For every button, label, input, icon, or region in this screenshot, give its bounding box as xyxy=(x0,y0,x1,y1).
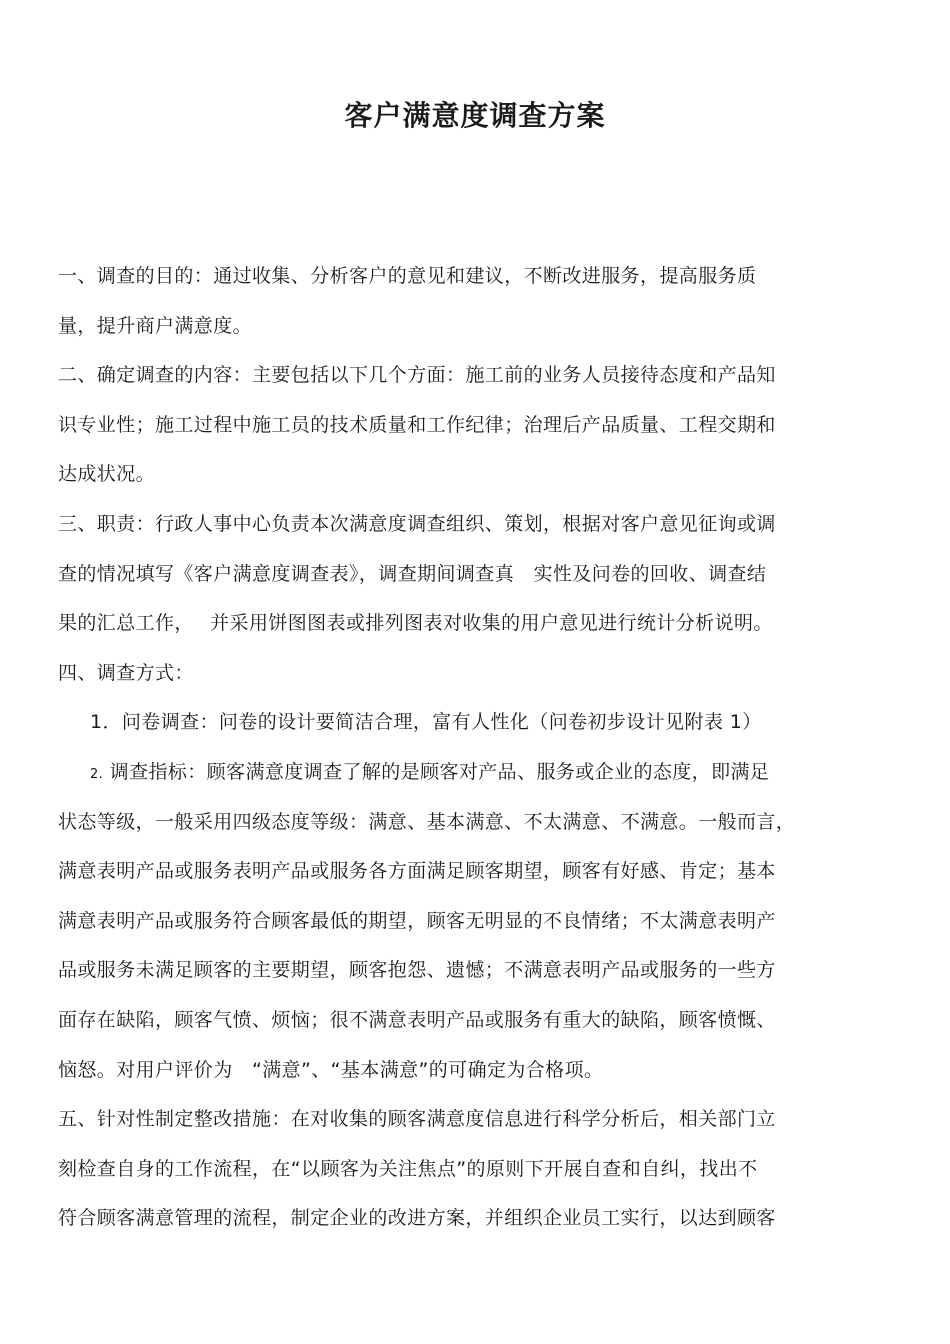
paragraph-line: 三、职责：行政人事中心负责本次满意度调查组织、策划，根据对客户意见征询或调 xyxy=(58,512,776,535)
paragraph-line: 面存在缺陷，顾客气愤、烦恼；很不满意表明产品或服务有重大的缺陷，顾客愤慨、 xyxy=(58,1008,776,1031)
paragraph-line: 符合顾客满意管理的流程，制定企业的改进方案，并组织企业员工实行，以达到顾客 xyxy=(58,1207,776,1230)
paragraph-line: 识专业性；施工过程中施工员的技术质量和工作纪律；治理后产品质量、工程交期和 xyxy=(58,413,776,436)
document-title: 客户满意度调查方案 xyxy=(344,99,606,132)
document-body xyxy=(58,252,898,1244)
paragraph-line: 刻检查自身的工作流程，在“以顾客为关注焦点”的原则下开展自查和自纠，找出不 xyxy=(58,1157,758,1180)
paragraph-line: 状态等级，一般采用四级态度等级：满意、基本满意、不太满意、不满意。一般而言， xyxy=(58,810,796,833)
paragraph-line: 1．问卷调查：问卷的设计要简洁合理，富有人性化（问卷初步设计见附表 1） xyxy=(90,711,762,734)
paragraph-line: 一、调查的目的：通过收集、分析客户的意见和建议，不断改进服务，提高服务质 xyxy=(58,265,757,287)
paragraph-line: 量，提升商户满意度。 xyxy=(58,314,253,337)
paragraph-line-text: 调查指标：顾客满意度调查了解的是顾客对产品、服务或企业的态度，即满足 xyxy=(109,760,770,783)
paragraph-line: 满意表明产品或服务符合顾客最低的期望，顾客无明显的不良情绪；不太满意表明产 xyxy=(58,909,776,932)
paragraph-line: 查的情况填写《客户满意度调查表》，调查期间调查真 实性及问卷的回收、调查结 xyxy=(58,562,767,585)
paragraph-line: 果的汇总工作， 并采用饼图图表或排列图表对收集的用户意见进行统计分析说明。 xyxy=(58,612,773,635)
paragraph-line: 恼怒。对用户评价为 “满意”、“基本满意”的可确定为合格项。 xyxy=(58,1058,604,1081)
paragraph-line: 达成状况。 xyxy=(58,463,156,486)
paragraph-line: 五、针对性制定整改措施：在对收集的顾客满意度信息进行科学分析后，相关部门立 xyxy=(58,1108,776,1131)
paragraph-line: 四、调查方式： xyxy=(58,661,194,684)
paragraph-line: 二、确定调查的内容：主要包括以下几个方面：施工前的业务人员接待态度和产品知 xyxy=(58,364,776,387)
paragraph-line-item2 xyxy=(58,748,898,798)
paragraph-line: 品或服务未满足顾客的主要期望，顾客抱怨、遗憾；不满意表明产品或服务的一些方 xyxy=(58,959,776,982)
paragraph-line: 满意表明产品或服务表明产品或服务各方面满足顾客期望，顾客有好感、肯定；基本 xyxy=(58,860,776,883)
list-number: 2. xyxy=(90,766,104,782)
